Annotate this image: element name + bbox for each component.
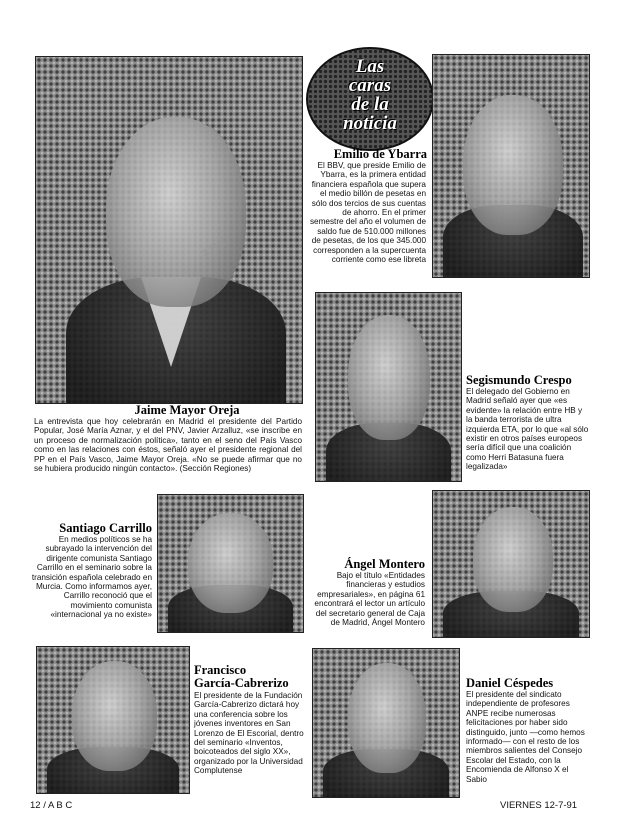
- photo-mayor-oreja: [35, 56, 303, 404]
- photo-crespo: [315, 292, 462, 482]
- watermark: ABC: [198, 233, 230, 262]
- las-caras-badge: [306, 47, 434, 151]
- name-montero: Ángel Montero: [344, 557, 425, 571]
- text-ybarra: El BBV, que preside Emilio de Ybarra, es la primera entidad financiera española que supera el medio billón de pesetas en sólo dos tercios de sus cuentas de ahorro. En el primer semestre del año el volumen de saldo fue de 510.000 millones de pesetas, de los que 345.000 corresponden a la supercuenta corriente como ese libreta: [309, 161, 426, 265]
- text-mayor-oreja: La entrevista que hoy celebrarán en Madrid el presidente del Partido Popular, José María Aznar, y el del PNV, Javier Arzalluz, «se inscribe en un proceso de normalización política», tanto en el seno del País Vasco como en las relaciones con éstos, señaló ayer el presidente regional del PP en el País Vasco, Jaime Mayor Oreja. «No se puede afirmar que no se hubiera producido ningún contacto». (Sección Regiones): [34, 417, 302, 474]
- photo-garcia-cabrerizo: [36, 646, 190, 794]
- name-carrillo: Santiago Carrillo: [59, 521, 152, 535]
- text-cespedes: El presidente del sindicato independiente de profesores ANPE recibe numerosas felicitaciones por haber sido distinguido, junto —como hemos informado— con el resto de los miembros salientes del Consejo Escolar del Estado, con la Encomienda de Alfonso X el Sabio: [466, 690, 585, 784]
- photo-montero: [432, 490, 590, 638]
- photo-cespedes: [312, 648, 460, 798]
- name-cabrerizo-1: Francisco: [194, 663, 247, 677]
- badge-line-2: caras: [348, 75, 392, 96]
- name-mayor-oreja: Jaime Mayor Oreja: [134, 403, 240, 417]
- name-cespedes: Daniel Céspedes: [466, 676, 554, 690]
- footer-page: 12 / A B C: [30, 800, 73, 811]
- badge-line-1: Las: [355, 56, 385, 77]
- footer-date: VIERNES 12-7-91: [500, 800, 578, 811]
- name-ybarra: Emilio de Ybarra: [333, 147, 427, 161]
- photo-ybarra: [432, 54, 590, 278]
- badge-line-4: noticia: [343, 113, 397, 134]
- text-carrillo: En medios políticos se ha subrayado la intervención del dirigente comunista Santiago Carrillo en el seminario sobre la transición española celebrado en Murcia. Como informamos ayer, Carrillo reconoció que el movimiento comunista «internacional ya no existe»: [31, 535, 152, 620]
- text-crespo: El delegado del Gobierno en Madrid señaló ayer que «es evidente» la relación entre HB y la banda terrorista de ultra izquierda ETA, por lo que «al sólo existir en otros países europeos sería difícil que una coalición como Herri Batasuna fuera legalizada»: [466, 387, 589, 472]
- name-cabrerizo-2: García-Cabrerizo: [194, 676, 289, 690]
- badge-line-3: de la: [351, 94, 389, 115]
- text-montero: Bajo el título «Entidades financieras y estudios empresariales», en página 61 encontrará el lector un artículo del secretario general de Caja de Madrid, Ángel Montero: [314, 571, 425, 628]
- name-crespo: Segismundo Crespo: [466, 373, 572, 387]
- text-cabrerizo: El presidente de la Fundación García-Cabrerizo dictará hoy una conferencia sobre los jóvenes inventores en San Lorenzo de El Escorial, dentro del seminario «Inventos, boicoteados del siglo XX», organizado por la Universidad Complutense: [194, 691, 304, 776]
- photo-carrillo: [157, 494, 304, 633]
